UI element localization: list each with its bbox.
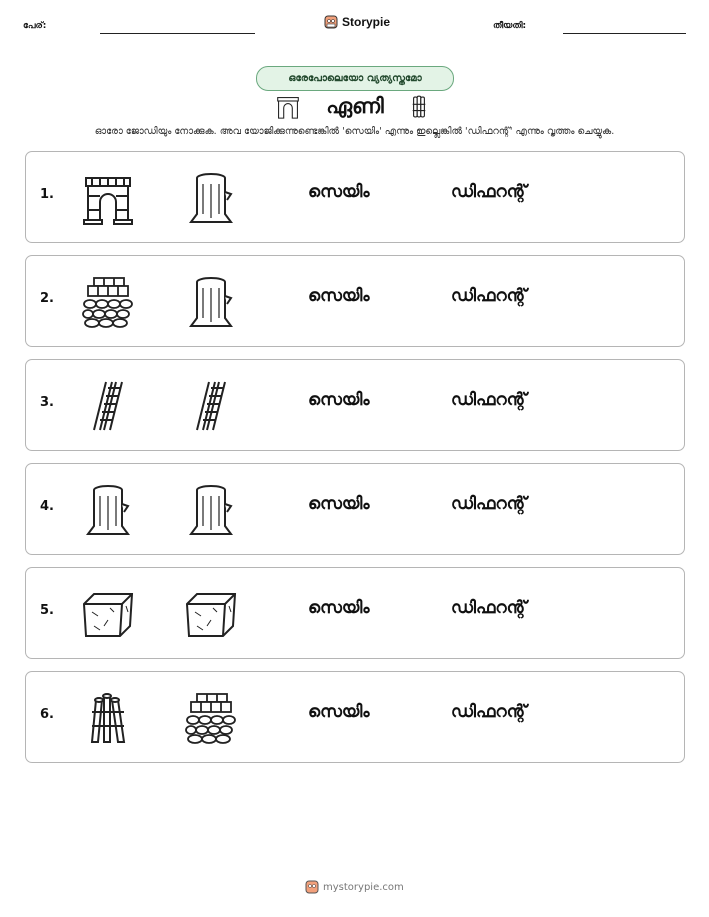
arch-icon (80, 170, 136, 226)
option-different[interactable]: ഡിഫറന്റ് (451, 598, 527, 618)
option-different[interactable]: ഡിഫറന്റ് (451, 182, 527, 202)
question-row (25, 359, 685, 451)
date-label: തീയതി: (493, 21, 527, 31)
name-label: പേര്: (23, 21, 47, 31)
footer (305, 879, 404, 895)
brand-logo (324, 14, 390, 30)
tree-stump-icon (80, 482, 136, 538)
log-bundle-icon (80, 690, 136, 746)
question-number: 2. (40, 291, 54, 306)
option-same[interactable]: സെയിം (308, 182, 370, 202)
question-row (25, 671, 685, 763)
hay-bale-icon (183, 586, 239, 642)
option-different[interactable]: ഡിഫറന്റ് (451, 702, 527, 722)
question-number: 3. (40, 395, 54, 410)
option-same[interactable]: സെയിം (308, 494, 370, 514)
option-same[interactable]: സെയിം (308, 702, 370, 722)
worksheet-type-badge: ഒരേപോലെയോ വ്യത്യസ്തമോ (256, 66, 454, 91)
tree-stump-icon (183, 170, 239, 226)
footer-url: mystorypie.com (323, 881, 404, 893)
tree-stump-icon (183, 482, 239, 538)
log-bundle-icon (410, 94, 428, 120)
question-row (25, 567, 685, 659)
brand-name: Storypie (342, 15, 391, 29)
question-row (25, 255, 685, 347)
stone-wall-icon (80, 274, 136, 330)
stone-wall-icon (183, 690, 239, 746)
question-row (25, 463, 685, 555)
storypie-mascot-icon (305, 879, 319, 895)
option-different[interactable]: ഡിഫറന്റ് (451, 494, 527, 514)
date-field[interactable] (563, 33, 686, 34)
name-field[interactable] (100, 33, 255, 34)
ladder-icon (80, 378, 136, 434)
arch-icon (276, 94, 300, 120)
tree-stump-icon (183, 274, 239, 330)
option-different[interactable]: ഡിഫറന്റ് (451, 286, 527, 306)
option-same[interactable]: സെയിം (308, 598, 370, 618)
option-same[interactable]: സെയിം (308, 286, 370, 306)
storypie-mascot-icon (324, 14, 338, 30)
instructions: ഓരോ ജോഡിയും നോക്കുക. അവ യോജിക്കുന്നുണ്ടെങ്കിൽ 'സെയിം' എന്നും ഇല്ലെങ്കിൽ 'ഡിഫറന്റ്' എന്നും വൃത്തം ചെയ്യുക. (94, 126, 615, 137)
option-same[interactable]: സെയിം (308, 390, 370, 410)
hay-bale-icon (80, 586, 136, 642)
worksheet-title: ഏണി (326, 94, 384, 118)
question-number: 1. (40, 187, 54, 202)
question-number: 6. (40, 707, 54, 722)
option-different[interactable]: ഡിഫറന്റ് (451, 390, 527, 410)
question-number: 5. (40, 603, 54, 618)
question-row (25, 151, 685, 243)
ladder-icon (183, 378, 239, 434)
question-number: 4. (40, 499, 54, 514)
